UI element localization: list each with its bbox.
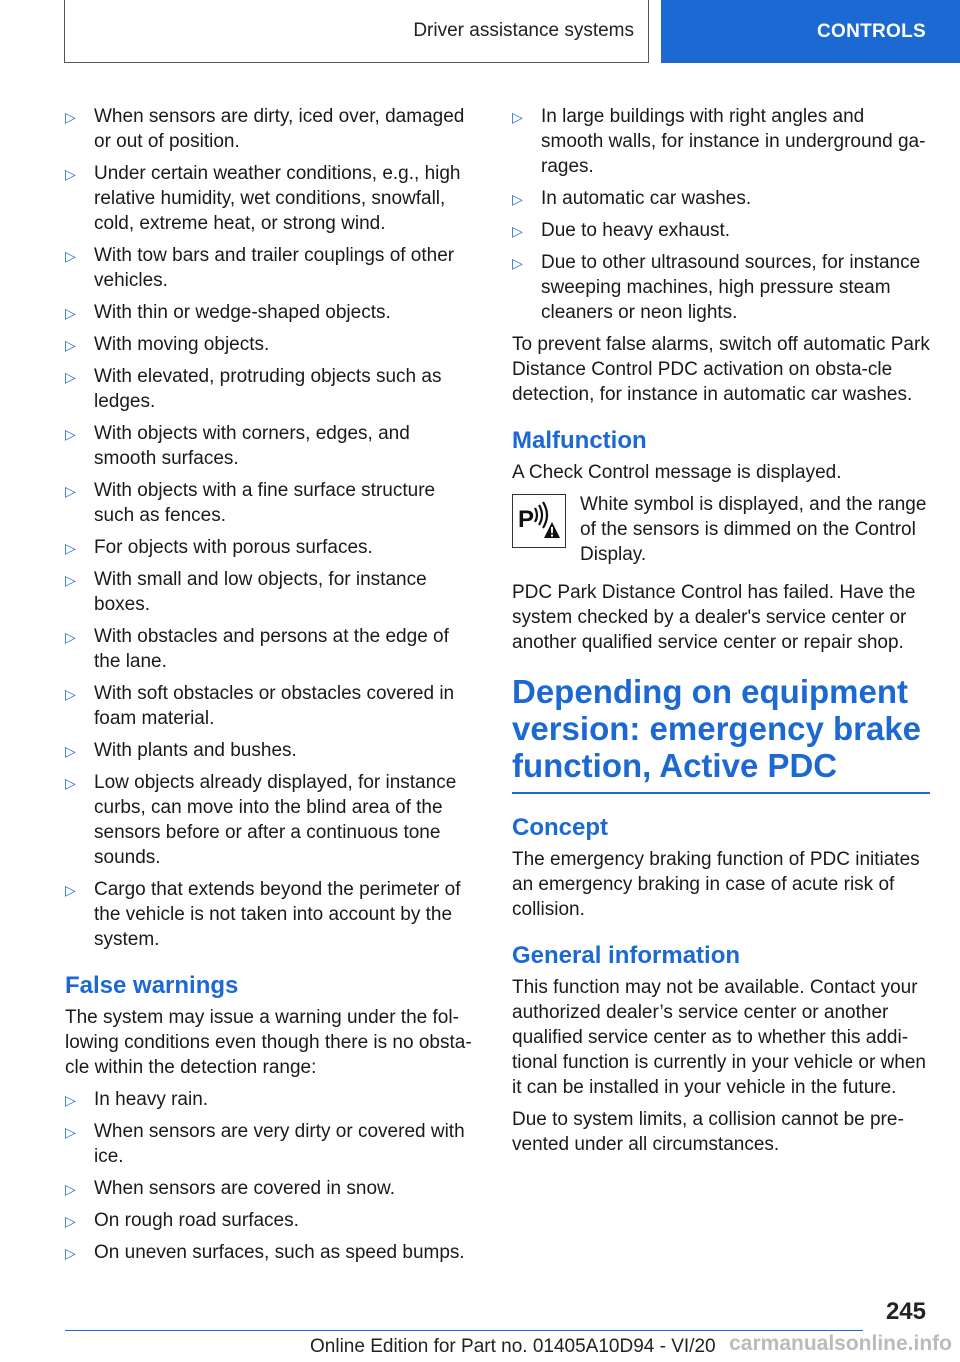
edition-text: Online Edition for Part no. 01405A10D94 - VI/20	[310, 1336, 716, 1357]
list-item: ▷ With soft obstacles or obstacles covered in foam material.	[65, 683, 455, 729]
triangle-right-icon: ▷	[65, 686, 76, 702]
triangle-right-icon: ▷	[65, 743, 76, 759]
malfunction-heading: Malfunction	[512, 427, 647, 454]
pdc-symbol-text: White symbol is displayed, and the range of the sensors is dimmed on the Control Display.	[580, 494, 927, 565]
triangle-right-icon: ▷	[65, 483, 76, 499]
concept-heading: Concept	[512, 814, 608, 841]
list-item: ▷ Under certain weather conditions, e.g., high relative humidity, wet conditions, snowfall, cold, extreme heat, or strong wind.	[65, 163, 461, 234]
system-limits-text: Due to system limits, a collision cannot be pre-vented under all circumstances.	[512, 1109, 904, 1155]
section-title: Driver assistance systems	[413, 20, 634, 41]
general-information-text: This function may not be available. Contact your authorized dealer’s service center or another qualified service center as to whether this addi-tional function is currently in your vehicle or when it can be installed in your vehicle in the future.	[512, 977, 926, 1098]
pdc-sensor-warning-icon	[512, 494, 566, 548]
triangle-right-icon: ▷	[65, 337, 76, 353]
triangle-right-icon: ▷	[65, 1245, 76, 1261]
triangle-right-icon: ▷	[65, 305, 76, 321]
limits-list	[65, 104, 475, 952]
false-warnings-heading: False warnings	[65, 972, 239, 999]
left-column	[65, 104, 475, 1272]
list-item: ▷ Cargo that extends beyond the perimeter of the vehicle is not taken into account by the system.	[65, 879, 461, 950]
triangle-right-icon: ▷	[65, 775, 76, 791]
triangle-right-icon: ▷	[512, 191, 523, 207]
triangle-right-icon: ▷	[65, 629, 76, 645]
triangle-right-icon: ▷	[65, 369, 76, 385]
false-warnings-list-continued	[512, 104, 930, 325]
page-number: 245	[885, 1298, 926, 1325]
watermark: carmanualsonline.info	[729, 1332, 952, 1355]
list-item: ▷ With tow bars and trailer couplings of other vehicles.	[65, 245, 455, 291]
triangle-right-icon: ▷	[65, 882, 76, 898]
triangle-right-icon: ▷	[512, 109, 523, 125]
section-heading: Depending on equipment version: emergency brake function, Active PDC	[512, 673, 930, 794]
list-item: ▷ In heavy rain.	[65, 1087, 475, 1112]
false-warnings-intro: The system may issue a warning under the fol-lowing conditions even though there is no obsta-cle within the detection range:	[65, 1007, 472, 1078]
list-item: ▷ With moving objects.	[65, 332, 475, 357]
triangle-right-icon: ▷	[65, 540, 76, 556]
list-item: ▷ Low objects already displayed, for instance curbs, can move into the blind area of the sensors before or after a continuous tone sounds.	[65, 772, 457, 868]
list-item: ▷ On rough road surfaces.	[65, 1208, 475, 1233]
list-item: ▷ With thin or wedge-shaped objects.	[65, 300, 475, 325]
general-information-heading: General information	[512, 942, 741, 969]
list-item: ▷ Due to heavy exhaust.	[512, 218, 930, 243]
header-section-title	[64, 0, 649, 63]
list-item: ▷ When sensors are covered in snow.	[65, 1176, 475, 1201]
false-warnings-list	[65, 1087, 475, 1265]
list-item: ▷ When sensors are very dirty or covered with ice.	[65, 1121, 465, 1167]
list-item: ▷ With objects with corners, edges, and smooth surfaces.	[65, 423, 410, 469]
list-item: ▷ When sensors are dirty, iced over, damaged or out of position.	[65, 106, 465, 152]
chapter-title: CONTROLS	[816, 20, 926, 42]
list-item: ▷ Due to other ultrasound sources, for instance sweeping machines, high pressure steam cleaners or neon lights.	[512, 252, 921, 323]
list-item: ▷ With obstacles and persons at the edge of the lane.	[65, 626, 449, 672]
pdc-symbol-row	[512, 492, 930, 567]
list-item: ▷ With objects with a fine surface structure such as fences.	[65, 480, 436, 526]
triangle-right-icon: ▷	[65, 1092, 76, 1108]
triangle-right-icon: ▷	[65, 1181, 76, 1197]
svg-text:P: P	[518, 506, 535, 533]
right-column	[512, 104, 930, 1164]
list-item: ▷ With elevated, protruding objects such as ledges.	[65, 366, 442, 412]
list-item: ▷ For objects with porous surfaces.	[65, 535, 475, 560]
triangle-right-icon: ▷	[65, 572, 76, 588]
list-item: ▷ On uneven surfaces, such as speed bumps.	[65, 1240, 475, 1265]
triangle-right-icon: ▷	[65, 109, 76, 125]
malfunction-text: A Check Control message is displayed.	[512, 462, 842, 483]
prevent-false-alarms-text: To prevent false alarms, switch off automatic Park Distance Control PDC activation on obsta-cle detection, for instance in automatic car washes.	[512, 334, 930, 405]
pdc-failed-text: PDC Park Distance Control has failed. Have the system checked by a dealer's service center or another qualified service center or repair shop.	[512, 582, 916, 653]
triangle-right-icon: ▷	[512, 255, 523, 271]
triangle-right-icon: ▷	[65, 1124, 76, 1140]
triangle-right-icon: ▷	[65, 1213, 76, 1229]
list-item: ▷ With small and low objects, for instance boxes.	[65, 569, 427, 615]
triangle-right-icon: ▷	[65, 426, 76, 442]
concept-text: The emergency braking function of PDC initiates an emergency braking in case of acute risk of collision.	[512, 849, 920, 920]
triangle-right-icon: ▷	[65, 166, 76, 182]
list-item: ▷ In large buildings with right angles and smooth walls, for instance in underground ga-rages.	[512, 106, 926, 177]
header-chapter-tab	[661, 0, 960, 63]
list-item: ▷ With plants and bushes.	[65, 738, 475, 763]
triangle-right-icon: ▷	[65, 248, 76, 264]
list-item: ▷ In automatic car washes.	[512, 186, 930, 211]
triangle-right-icon: ▷	[512, 223, 523, 239]
footer-divider	[65, 1330, 863, 1331]
